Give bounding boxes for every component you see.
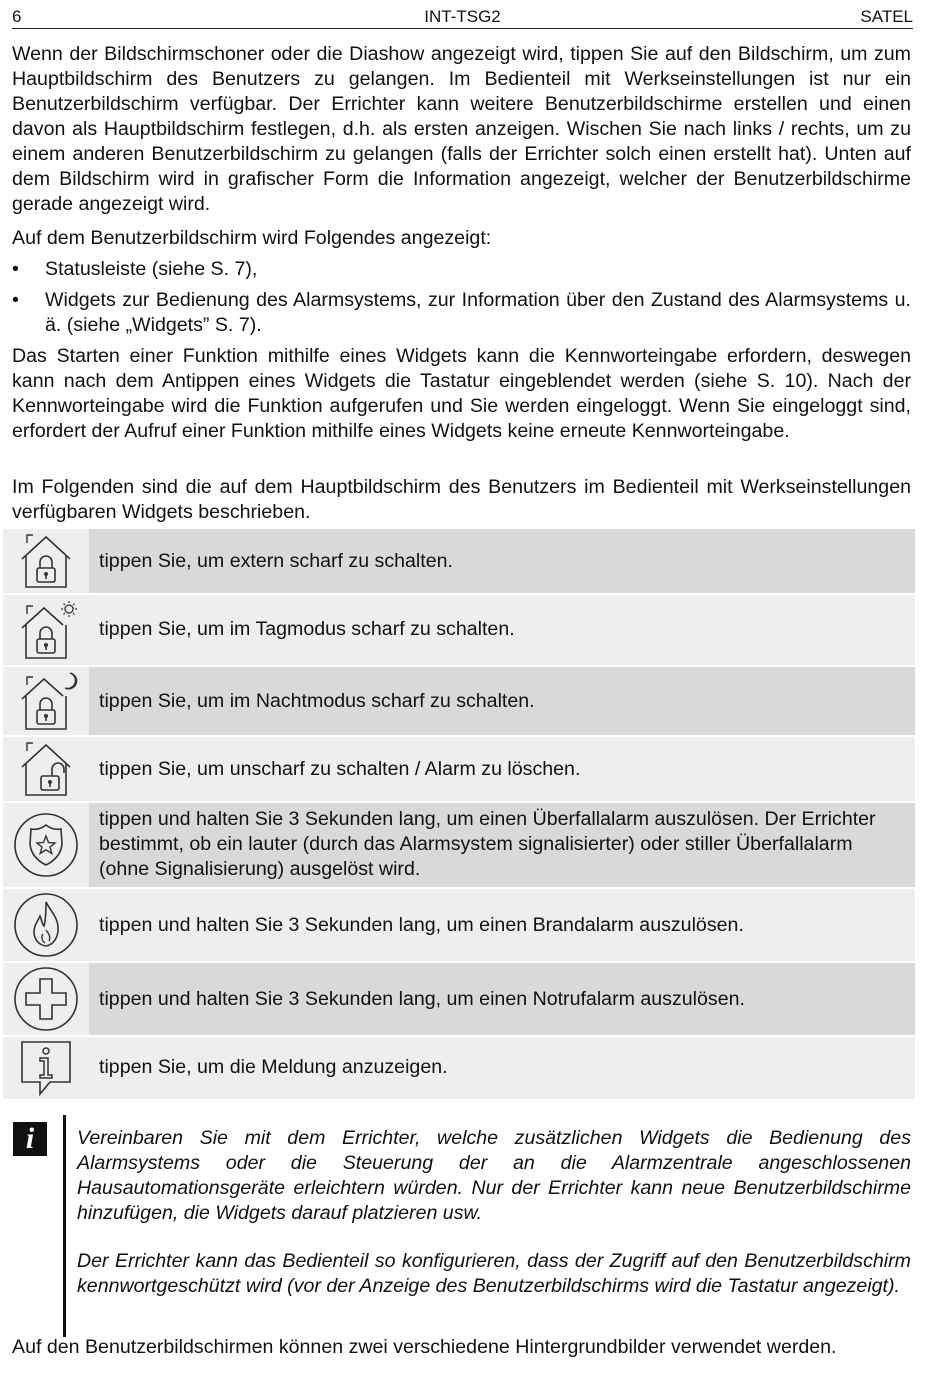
house-unlock-icon: [3, 737, 89, 801]
bullet-dot: •: [12, 289, 19, 311]
widget-description: tippen und halten Sie 3 Sekunden lang, um einen Brandalarm auszulösen.: [99, 914, 744, 936]
medical-cross-icon: [3, 963, 89, 1035]
note-divider: [63, 1115, 66, 1337]
page-header: [12, 4, 913, 29]
house-lock-sun-icon: [3, 595, 89, 665]
widget-row-medical: [3, 963, 915, 1035]
widget-description: tippen Sie, um unscharf zu schalten / Alarm zu löschen.: [99, 758, 581, 780]
bullet-text: Statusleiste (siehe S. 7),: [45, 258, 258, 280]
widget-row-info: [3, 1037, 915, 1099]
widget-description: tippen Sie, um extern scharf zu schalten.: [99, 550, 453, 572]
note-paragraph-password: Der Errichter kann das Bedienteil so konfigurieren, dass der Zugriff auf den Benutzerbildschirm kennwortgeschützt wird (vor der Anzeige des Benutzerbildschirms wird die Tastatur angezeigt).: [77, 1250, 911, 1297]
widget-row-panic: [3, 803, 915, 887]
widget-row-day-mode: [3, 595, 915, 665]
widget-row-arm: [3, 529, 915, 593]
widget-row-fire: [3, 889, 915, 961]
document-title: INT-TSG2: [424, 7, 501, 26]
widget-description: tippen Sie, um im Tagmodus scharf zu schalten.: [99, 618, 515, 640]
brand-name: SATEL: [860, 7, 913, 26]
house-lock-moon-icon: [3, 667, 89, 735]
intro-paragraph: Wenn der Bildschirmschoner oder die Diashow angezeigt wird, tippen Sie auf den Bildschirm, um zum Hauptbildschirm des Benutzers zu gelangen. Im Bedienteil mit Werkseinstellungen ist nur ein Benutzerbildschirm verfügbar. Der Errichter kann weitere Benutzerbildschirme erstellen und einen davon als Hauptbildschirm festlegen, d.h. als ersten anzeigen. Wischen Sie nach links / rechts, um zu einem anderen Benutzerbildschirm zu gelangen (falls der Errichter solch einen erstellt hat). Unten auf dem Bildschirm wird in grafischer Form die Information angezeigt, welcher der Benutzerbildschirme gerade angezeigt wird.: [12, 43, 911, 215]
fire-icon: [3, 889, 89, 961]
note-paragraph-widgets: Vereinbaren Sie mit dem Errichter, welche zusätzlichen Widgets die Bedienung des Alarmsystems oder die Steuerung der an die Alarmzentrale angeschlossenen Hausautomationsgeräte erleichtern würden. Nur der Errichter kann neue Benutzerbildschirme hinzufügen, die Widgets darauf platzieren usw.: [77, 1127, 911, 1224]
widget-description: tippen und halten Sie 3 Sekunden lang, um einen Notrufalarm auszulösen.: [99, 988, 745, 1010]
list-intro: Auf dem Benutzerbildschirm wird Folgendes angezeigt:: [12, 227, 492, 249]
background-paragraph: Auf den Benutzerbildschirmen können zwei verschiedene Hintergrundbilder verwendet werden.: [12, 1336, 837, 1358]
widget-row-night-mode: [3, 667, 915, 735]
info-note-icon: i: [13, 1122, 47, 1156]
bullet-dot: •: [12, 258, 19, 280]
police-badge-icon: [3, 803, 89, 887]
password-paragraph: Das Starten einer Funktion mithilfe eines Widgets kann die Kennworteingabe erfordern, deswegen kann nach dem Antippen eines Widgets die Tastatur eingeblendet werden (siehe S. 10). Nach der Kennworteingabe wird die Funktion aufgerufen und Sie werden eingeloggt. Wenn Sie eingeloggt sind, erfordert der Aufruf einer Funktion mithilfe eines Widgets keine erneute Kennworteingabe.: [12, 345, 911, 442]
bullet-text: Widgets zur Bedienung des Alarmsystems, zur Information über den Zustand des Alarmsystems u. ä. (siehe „Widgets” S. 7).: [45, 289, 911, 336]
page-number: 6: [12, 7, 22, 26]
house-lock-icon: [3, 529, 89, 593]
widgets-intro-paragraph: Im Folgenden sind die auf dem Hauptbildschirm des Benutzers im Bedienteil mit Werkseinstellungen verfügbaren Widgets beschrieben.: [12, 476, 911, 523]
widget-description: tippen Sie, um im Nachtmodus scharf zu schalten.: [99, 690, 535, 712]
info-icon: [3, 1037, 89, 1099]
widget-row-disarm: [3, 737, 915, 801]
widget-description: tippen Sie, um die Meldung anzuzeigen.: [99, 1056, 448, 1078]
widget-description: tippen und halten Sie 3 Sekunden lang, um einen Überfallalarm auszulösen. Der Errichter bestimmt, ob ein lauter (durch das Alarmsystem signalisierter) oder stiller Überfallalarm (ohne Signalisierung) ausgelöst wird.: [99, 808, 876, 880]
